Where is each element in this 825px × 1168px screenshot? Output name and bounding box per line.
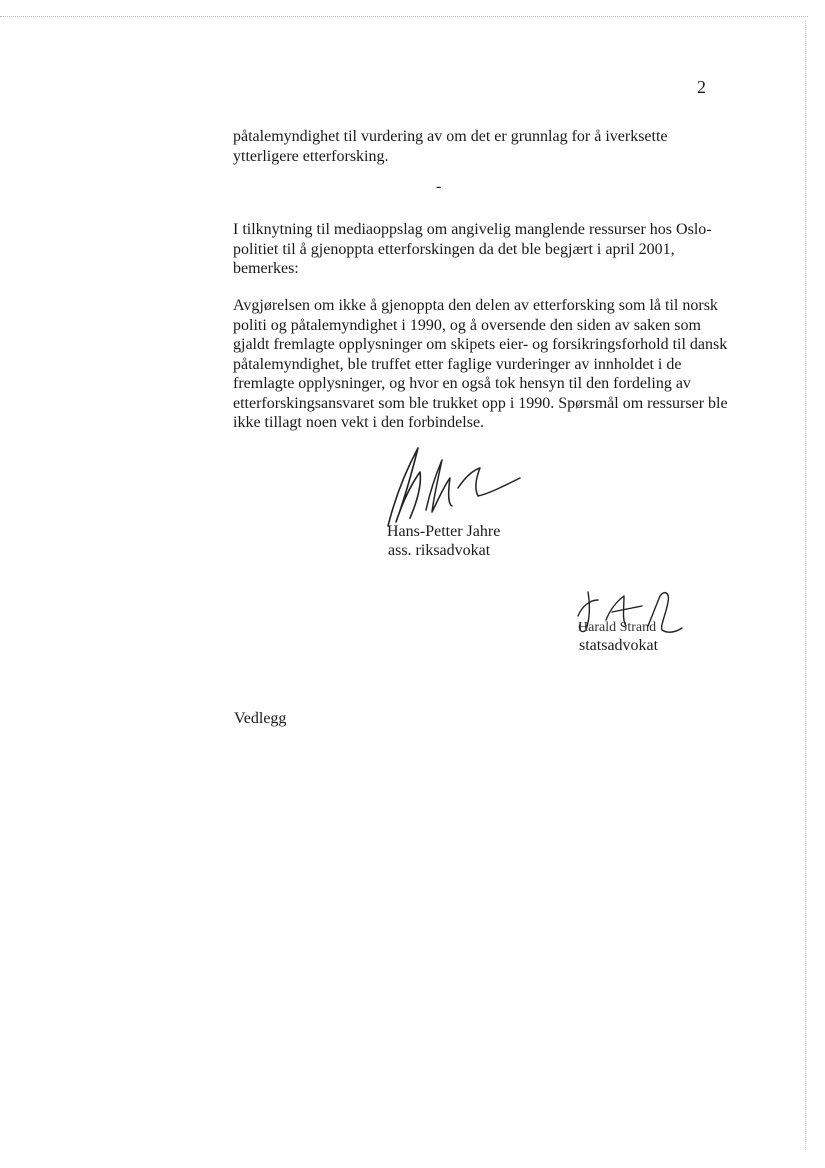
signature-hans-petter-jahre: [380, 442, 530, 532]
signer-2-name: Harald Strand: [578, 620, 657, 635]
page-number: 2: [697, 77, 706, 97]
signer-1-title: ass. riksadvokat: [388, 542, 491, 559]
attachment-label: Vedlegg: [234, 710, 287, 727]
signer-2-title: statsadvokat: [579, 637, 659, 654]
scan-edge-right: [805, 20, 806, 1150]
scan-edge-top: [0, 16, 808, 17]
paragraph-decision: Avgjørelsen om ikke å gjenoppta den delen av etterforsking som lå til norsk politi og påtalemyndighet i 1990, og å oversende den siden av saken som gjaldt fremlagte opplysninger om skipets eier- og forsikringsforhold til dansk påtalemyndighet, ble truffet etter faglige vurderinger av innholdet i de fremlagte opplysninger, og hvor en også tok hensyn til den fordeling av etterforskingsansvaret som ble trukket opp i 1990. Spørsmål om ressurser ble ikke tillagt noen vekt i den forbindelse.: [233, 297, 728, 431]
paragraph-continuation: påtalemyndighet til vurdering av om det er grunnlag for å iverksette ytterligere etterforsking.: [233, 128, 668, 165]
section-separator: -: [436, 178, 442, 195]
paragraph-media-reports: I tilknytning til mediaoppslag om angivelig manglende ressurser hos Oslo-politiet til å gjenoppta etterforskingen da det ble begjært i april 2001, bemerkes:: [233, 221, 712, 277]
signer-1-name: Hans-Petter Jahre: [387, 523, 501, 540]
